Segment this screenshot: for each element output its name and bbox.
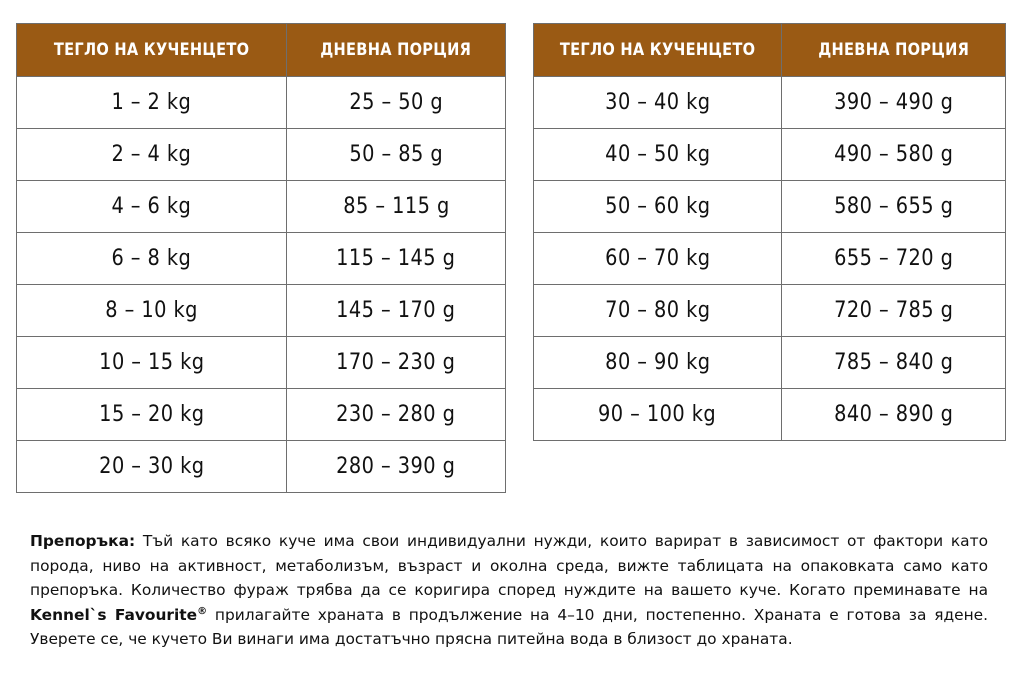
table-row	[17, 181, 506, 233]
recommendation-note	[30, 529, 988, 651]
portion-cell: 490 – 580 g	[782, 129, 1006, 181]
table-row	[17, 337, 506, 389]
note-text-part-2: прилагайте храната в продължение на 4–10 дни, постепенно. Храната е готова за ядене. Уверете се, че кучето Ви винаги има достатъчно прясна питейна вода в близост до храната.	[30, 605, 989, 649]
header-weight: ТЕГЛО НА КУЧЕНЦЕТО	[17, 24, 287, 77]
table-row	[17, 129, 506, 181]
table-header-row	[534, 24, 1006, 77]
portion-cell: 390 – 490 g	[782, 77, 1006, 129]
weight-cell: 40 – 50 kg	[534, 129, 782, 181]
header-weight: ТЕГЛО НА КУЧЕНЦЕТО	[534, 24, 782, 77]
brand-name: Kennel`s Favourite	[30, 605, 198, 624]
note-text-part-1: Тъй като всяко куче има свои индивидуални нужди, които варират в зависимост от фактори като порода, ниво на активност, метаболизъм, възраст и околна среда, вижте таблицата на опаковката само като препоръка. Количество фураж трябва да се коригира според нуждите на вашето куче. Когато преминавате на	[30, 532, 988, 600]
table-row	[534, 181, 1006, 233]
recommendation-label: Препоръка:	[30, 532, 136, 551]
table-row	[17, 233, 506, 285]
table-row	[534, 389, 1006, 441]
weight-cell: 10 – 15 kg	[17, 337, 287, 389]
feeding-table-right	[533, 23, 1006, 441]
portion-cell: 785 – 840 g	[782, 337, 1006, 389]
weight-cell: 6 – 8 kg	[17, 233, 287, 285]
weight-cell: 70 – 80 kg	[534, 285, 782, 337]
portion-cell: 840 – 890 g	[782, 389, 1006, 441]
header-portion: ДНЕВНА ПОРЦИЯ	[782, 24, 1006, 77]
portion-cell: 25 – 50 g	[287, 77, 506, 129]
weight-cell: 2 – 4 kg	[17, 129, 287, 181]
portion-cell: 720 – 785 g	[782, 285, 1006, 337]
table-row	[534, 285, 1006, 337]
table-row	[534, 233, 1006, 285]
table-header-row	[17, 24, 506, 77]
table-row	[17, 389, 506, 441]
portion-cell: 50 – 85 g	[287, 129, 506, 181]
portion-cell: 580 – 655 g	[782, 181, 1006, 233]
table-row	[17, 77, 506, 129]
weight-cell: 50 – 60 kg	[534, 181, 782, 233]
portion-cell: 230 – 280 g	[287, 389, 506, 441]
table-row	[534, 77, 1006, 129]
table-row	[17, 285, 506, 337]
weight-cell: 80 – 90 kg	[534, 337, 782, 389]
portion-cell: 280 – 390 g	[287, 441, 506, 493]
weight-cell: 1 – 2 kg	[17, 77, 287, 129]
feeding-table-left	[16, 23, 506, 493]
portion-cell: 145 – 170 g	[287, 285, 506, 337]
weight-cell: 20 – 30 kg	[17, 441, 287, 493]
table-row	[17, 441, 506, 493]
registered-mark: ®	[197, 605, 208, 617]
weight-cell: 90 – 100 kg	[534, 389, 782, 441]
portion-cell: 170 – 230 g	[287, 337, 506, 389]
portion-cell: 655 – 720 g	[782, 233, 1006, 285]
portion-cell: 85 – 115 g	[287, 181, 506, 233]
weight-cell: 30 – 40 kg	[534, 77, 782, 129]
table-row	[534, 129, 1006, 181]
weight-cell: 8 – 10 kg	[17, 285, 287, 337]
header-portion: ДНЕВНА ПОРЦИЯ	[287, 24, 506, 77]
weight-cell: 60 – 70 kg	[534, 233, 782, 285]
portion-cell: 115 – 145 g	[287, 233, 506, 285]
weight-cell: 15 – 20 kg	[17, 389, 287, 441]
weight-cell: 4 – 6 kg	[17, 181, 287, 233]
table-row	[534, 337, 1006, 389]
